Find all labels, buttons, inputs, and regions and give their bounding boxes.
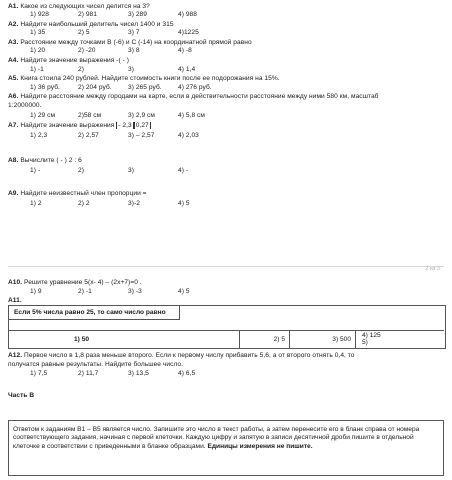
task-a1-question: А1. Какое из следующих чисел делится на 3? bbox=[8, 3, 150, 10]
task-a12-question: А12. Первое число в 1,8 раза меньше второго. Если к первому числу прибавить 5,6, а от второго отнять 0,4, то bbox=[8, 352, 355, 359]
task-a1-options: 1) 928 2) 981 3) 289 4) 988 bbox=[30, 11, 197, 18]
task-a9-options: 1) 2 2) 2 3)-2 4) 5 bbox=[30, 200, 190, 207]
task-a11-number: А11. bbox=[8, 297, 22, 304]
abs-value-a: - 2,3 bbox=[118, 122, 132, 129]
task-a5-options: 1) 36 руб. 2) 204 руб. 3) 265 руб. 4) 276 руб. bbox=[30, 84, 212, 91]
task-a7-question: А7. Найдите значение выражения - 2,3 0,27 bbox=[8, 122, 149, 129]
task-a3-question: А3. Расстояние между точками В (-6) и С (-14) на координатной прямой равно bbox=[8, 39, 252, 46]
task-a8-question: А8. Вычислите ( - ) 2 : 6 bbox=[8, 157, 82, 164]
task-a3-options: 1) 20 2) -20 3) 8 4) -8 bbox=[30, 47, 192, 54]
a11-answer-2: 2) 5 bbox=[240, 331, 290, 348]
abs-value-b: 0,27 bbox=[135, 122, 149, 129]
task-a11-question: Если 5% числа равно 25, то само число равно bbox=[8, 305, 180, 320]
task-a10-question: А10. Решите уравнение 5(х- 4) – (2х+7)=0 . bbox=[8, 279, 142, 286]
task-a7-options: 1) 2,3 2) 2,57 3) – 2,57 4) 2,03 bbox=[30, 132, 199, 139]
part-b-instructions: Ответом к заданиям В1 – В5 является число. Запишите это число в текст работы, а затем перенесите его в бланк справа от номера соответствующего задания, начиная с первой клеточки. Каждую цифру и запятую в записи десятичной дроби пишите в отдельной клеточке в соответствии с приведенными в бланке образцами. Единицы измерения не пишите. bbox=[8, 420, 444, 476]
task-a6-options: 1) 29 см 2)58 см 3) 2,9 см 4) 5,8 см bbox=[30, 112, 205, 119]
task-a8-options: 1) - 2) 3) 4) - bbox=[30, 167, 189, 174]
task-a12-question-cont: получатся равные результаты. Найдите большее число. bbox=[8, 361, 184, 368]
a11-answer-4-5: 4) 125 5) bbox=[362, 332, 381, 346]
part-b-heading: Часть В bbox=[8, 392, 35, 399]
task-a2-question: А2. Найдите наибольший делитель чисел 1400 и 315 bbox=[8, 21, 174, 28]
task-a4-question: А4. Найдите значение выражения -( - ) bbox=[8, 57, 129, 64]
task-a12-options: 1) 7,5 2) 11,7 3) 13,5 4) 6,5 bbox=[30, 370, 196, 377]
a11-answer-1: 1) 50 bbox=[8, 331, 240, 348]
task-a5-question: А5. Книга стоила 240 рублей. Найдите стоимость книги после ее подорожания на 15%. bbox=[8, 75, 280, 82]
page-number: 2 из 3 bbox=[425, 266, 440, 272]
task-a10-options: 1) 9 2) -1 3) -3 4) 5 bbox=[30, 288, 190, 295]
task-a11-answer-row bbox=[8, 330, 444, 348]
task-a6-question: А6. Найдите расстояние между городами на карте, если в действительности расстояние между ними 580 км, масштаб bbox=[8, 93, 379, 100]
task-a6-scale: 1:2000000. bbox=[8, 102, 42, 109]
a11-answer-3: 3) 500 bbox=[290, 331, 356, 348]
page-separator bbox=[8, 266, 444, 267]
task-a9-question: А9. Найдите неизвестный член пропорции = bbox=[8, 190, 147, 197]
task-a4-options: 1) -1 2) 3) 4) 1,4 bbox=[30, 66, 196, 73]
task-a2-options: 1) 35 2) 5 3) 7 4)1225 bbox=[30, 29, 199, 36]
